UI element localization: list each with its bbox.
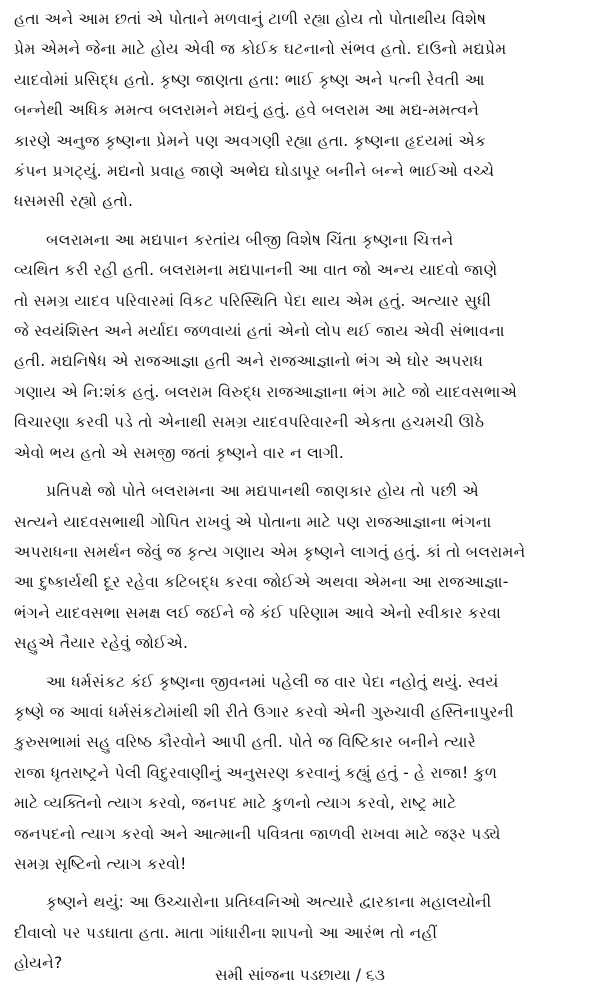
paragraph [14,476,590,658]
text-line: વ્યથિત કરી રહી હતી. બલરામના મદ્યપાનની આ વાત જો અન્ય યાદવો જાણે [14,261,498,280]
text-line: એવો ભય હતો એ સમજી જતાં કૃષ્ણને વાર ન લાગી. [14,443,345,462]
text-line: કારણે અનુજ કૃષ્ણના પ્રેમને પણ અવગણી રહ્યા હતા. કૃષ્ણના હૃદયમાં એક [14,131,487,150]
text-line: ગણાય એ નિ:શંક હતું. બલરામ વિરુદ્ધ રાજઆજ્ઞાના ભંગ માટે જો યાદવસભાએ [14,382,518,401]
body-text [14,4,590,979]
text-line: બલરામના આ મદ્યપાન કરતાંય બીજી વિશેષ ચિંતા કૃષ્ણના ચિત્તને [46,230,454,249]
text-line: કુરુસભામાં સહુ વરિષ્ઠ કૌરવોને આપી હતી. પોતે જ વિષ્ટિકાર બનીને ત્યારે [14,733,476,752]
text-line: સહુએ તૈયાર રહેવું જોઈએ. [14,634,189,653]
text-line: રાજા ધૃતરાષ્ટ્રને પેલી વિદુરવાણીનું અનુસરણ કરવાનું કહ્યું હતું - હે રાજા! કુળ [14,763,498,782]
text-line: સત્યને યાદવસભાથી ગોપિત રાખવું એ પોતાના માટે પણ રાજઆજ્ઞાના ભંગના [14,512,492,531]
paragraph [14,4,590,217]
text-line: પ્રતિપક્ષે જો પોતે બલરામના આ મદ્યપાનથી જાણકાર હોય તો પછી એ [46,482,479,501]
text-line: કૃષ્ણે જ આવાં ધર્મસંકટોમાંથી શી રીતે ઉગાર કરવો એની ગુરુચાવી હસ્તિનાપુરની [14,702,514,721]
text-line: હતા અને આમ છતાં એ પોતાને મળવાનું ટાળી રહ્યા હોય તો પોતાથીય વિશેષ [14,10,487,28]
text-line: આ ધર્મસંકટ કંઈ કૃષ્ણના જીવનમાં પહેલી જ વાર પેદા નહોતું થયું. સ્વયં [46,672,499,691]
text-line: દીવાલો પર પડઘાતા હતા. માતા ગાંધારીના શાપનો આ આરંભ તો નહીં [14,923,438,942]
text-line: સમગ્ર સૃષ્ટિનો ત્યાગ કરવો! [14,854,187,873]
text-line: વિચારણા કરવી પડે તો એનાથી સમગ્ર યાદવપરિવારની એકતા હચમચી ઊઠે [14,413,485,432]
text-line: કૃષ્ણને થયું: આ ઉચ્ચારોના પ્રતિધ્વનિઓ અત્યારે દ્વારકાના મહાલયોની [46,893,492,912]
page-footer: સમી સાંજના પડછાયા / ૬૩ [214,966,386,984]
text-line: આ દુષ્કાર્યથી દૂર રહેવા કટિબદ્ધ કરવા જોઈએ અથવા એમના આ રાજઆજ્ઞા- [14,573,509,592]
text-line: ભંગને યાદવસભા સમક્ષ લઈ જઈને જે કંઈ પરિણામ આવે એનો સ્વીકાર કરવા [14,603,501,622]
text-line: જે સ્વયંશિસ્ત અને મર્યાદા જળવાયાં હતાં એનો લોપ થઈ જાય એવી સંભાવના [14,322,505,341]
text-line: જનપદનો ત્યાગ કરવો અને આત્માની પવિત્રતા જાળવી રાખવા માટે જરૂર પડ્યે [14,824,501,843]
text-line: યાદવોમાં પ્રસિદ્ધ હતો. કૃષ્ણ જાણતા હતા: ભાઈ કૃષ્ણ અને પત્ની રેવતી આ [14,70,485,89]
text-line: હતી. મદ્યનિષેધ એ રાજઆજ્ઞા હતી અને રાજઆજ્ઞાનો ભંગ એ ઘોર અપરાધ [14,352,484,371]
text-line: પ્રેમ એમને જેના માટે હોય એવી જ કોઈક ઘટનાનો સંભવ હતો. દાઉનો મદ્યપ્રેમ [14,40,507,59]
text-line: બન્નેથી અધિક મમત્વ બલરામને મદ્યનું હતું. હવે બલરામ આ મદ્ય-મમત્વને [14,101,480,120]
text-line: અપરાધના સમર્થન જેવું જ કૃત્ય ગણાય એમ કૃષ્ણને લાગતું હતું. કાં તો બલરામને [14,542,526,561]
text-line: કંપન પ્રગટ્યું. મદ્યનો પ્રવાહ જાણે અભેદ્ય ઘોડાપૂર બનીને બન્ને ભાઈઓ વચ્ચે [14,162,495,181]
paragraph [14,667,590,880]
text-line: માટે વ્યક્તિનો ત્યાગ કરવો, જનપદ માટે કુળનો ત્યાગ કરવો, રાષ્ટ્ર માટે [14,794,457,813]
text-line: ધસમસી રહ્યો હતો. [14,192,134,211]
text-line: હોયને? [14,954,63,973]
text-line: તો સમગ્ર યાદવ પરિવારમાં વિકટ પરિસ્થિતિ પેદા થાય એમ હતું. અત્યાર સુધી [14,291,492,310]
paragraph [14,225,590,468]
paragraph [14,887,590,978]
